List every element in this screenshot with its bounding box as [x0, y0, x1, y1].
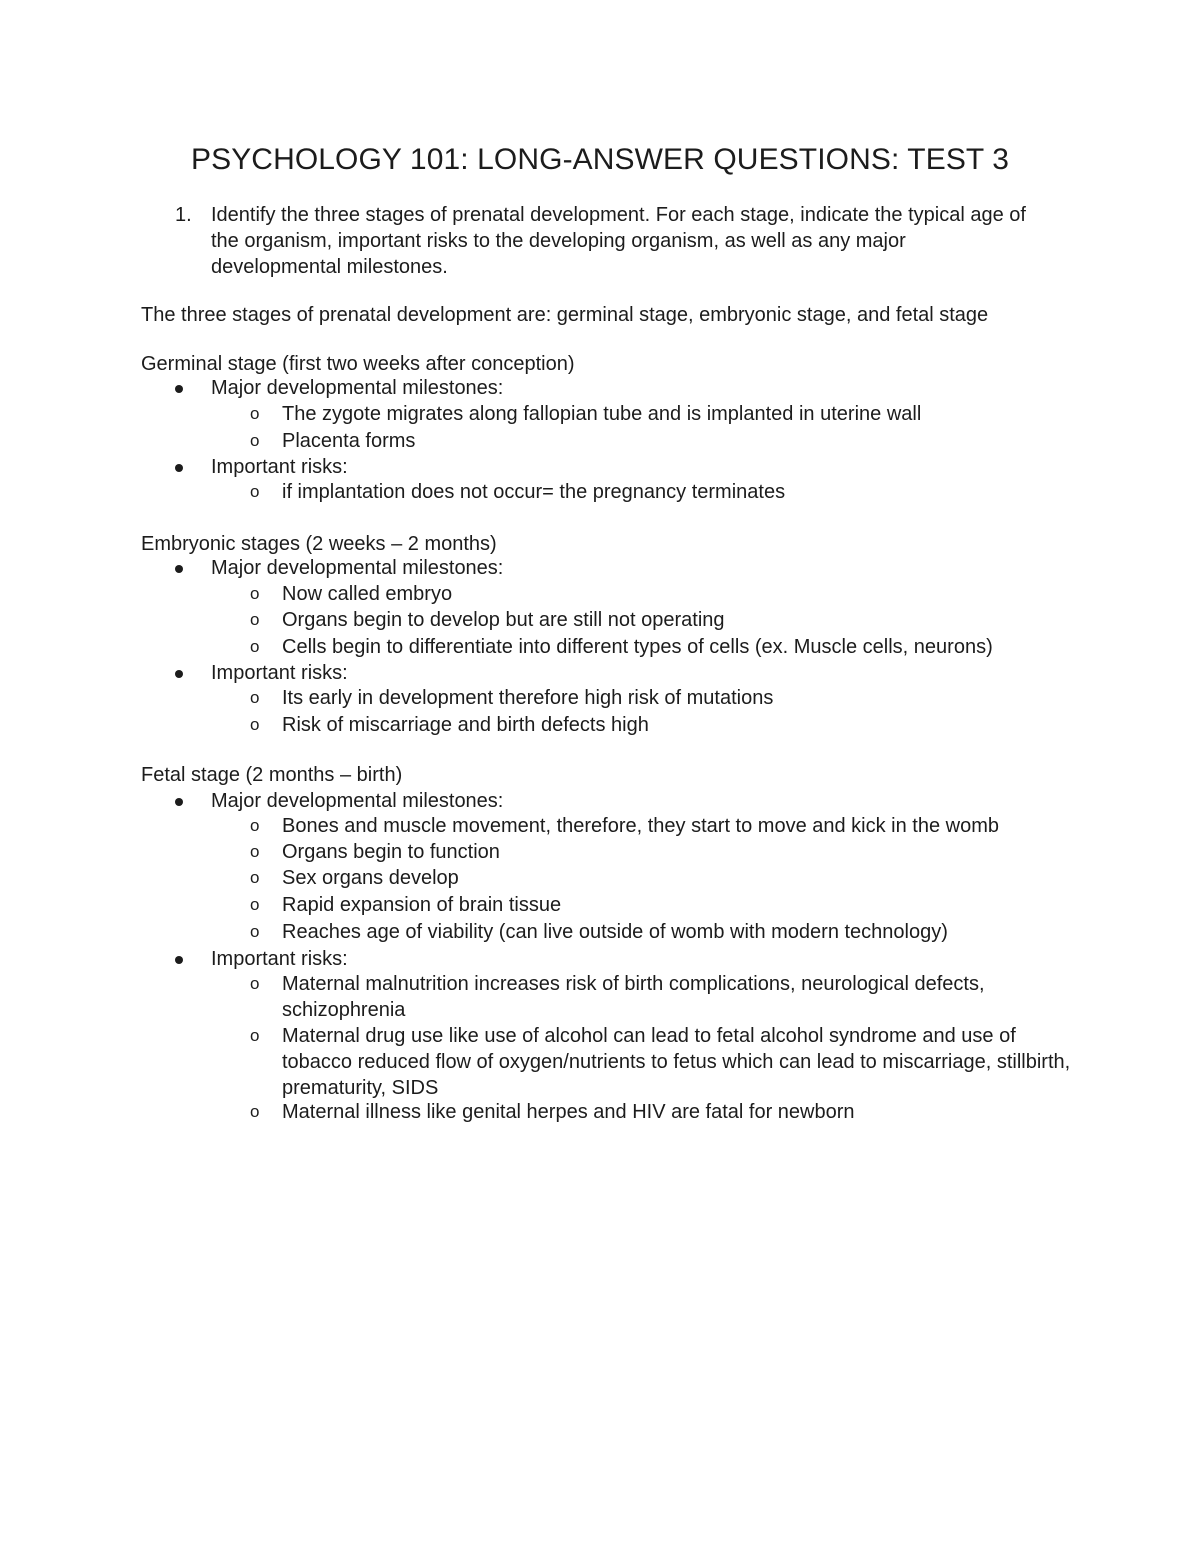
fetal-risks-label: Important risks:	[211, 948, 348, 970]
page-title: PSYCHOLOGY 101: LONG-ANSWER QUESTIONS: TEST 3	[190, 143, 1010, 176]
embryonic-milestone-text: Now called embryo	[282, 583, 453, 605]
embryonic-milestone-text: Organs begin to develop but are still not operating	[282, 609, 725, 631]
sub-bullet-marker: o	[250, 610, 260, 629]
embryonic-heading: Embryonic stages (2 weeks – 2 months)	[141, 533, 497, 555]
fetal-milestone-text: Organs begin to function	[282, 841, 500, 863]
embryonic-milestones-label: Major developmental milestones:	[211, 557, 504, 579]
sub-bullet-marker: o	[250, 404, 260, 423]
sub-bullet-marker: o	[250, 974, 260, 993]
sub-bullet-marker: o	[250, 637, 260, 656]
sub-bullet-marker: o	[250, 1102, 260, 1121]
sub-bullet-marker: o	[250, 431, 260, 450]
question-text: Identify the three stages of prenatal development. For each stage, indicate the typical age of the organism, important risks to the developing organism, as well as any major developmental milestones.	[211, 204, 1026, 278]
germinal-milestones-label: Major developmental milestones:	[211, 377, 504, 399]
bullet-dot	[175, 798, 183, 806]
sub-bullet-marker: o	[250, 482, 260, 501]
fetal-milestone-text: Sex organs develop	[282, 867, 459, 889]
fetal-risk-text: Maternal malnutrition increases risk of birth complications, neurological defects, schizophrenia	[282, 973, 985, 1021]
sub-bullet-marker: o	[250, 715, 260, 734]
embryonic-risk-text: Risk of miscarriage and birth defects high	[282, 714, 649, 736]
bullet-dot	[175, 565, 183, 573]
germinal-risks-label: Important risks:	[211, 456, 348, 478]
sub-bullet-marker: o	[250, 895, 260, 914]
embryonic-milestone-text: Cells begin to differentiate into different types of cells (ex. Muscle cells, neurons)	[282, 636, 993, 658]
sub-bullet-marker: o	[250, 922, 260, 941]
question-1	[175, 202, 1055, 280]
sub-bullet-marker: o	[250, 816, 260, 835]
bullet-dot	[175, 464, 183, 472]
bullet-dot	[175, 385, 183, 393]
fetal-heading: Fetal stage (2 months – birth)	[141, 764, 403, 786]
sub-bullet-marker: o	[250, 584, 260, 603]
sub-bullet-marker: o	[250, 868, 260, 887]
fetal-milestone-text: Reaches age of viability (can live outside of womb with modern technology)	[282, 921, 948, 943]
sub-bullet-marker: o	[250, 1026, 260, 1045]
fetal-milestone-text: Rapid expansion of brain tissue	[282, 894, 562, 916]
fetal-milestone-text: Bones and muscle movement, therefore, they start to move and kick in the womb	[282, 815, 1000, 837]
embryonic-risks-label: Important risks:	[211, 662, 348, 684]
sub-bullet-marker: o	[250, 688, 260, 707]
embryonic-risk-text: Its early in development therefore high risk of mutations	[282, 687, 774, 709]
germinal-risk-text: if implantation does not occur= the pregnancy terminates	[282, 481, 786, 503]
germinal-milestone-text: The zygote migrates along fallopian tube and is implanted in uterine wall	[282, 403, 922, 425]
sub-bullet-marker: o	[250, 842, 260, 861]
fetal-risk-text: Maternal drug use like use of alcohol can lead to fetal alcohol syndrome and use of tobacco reduced flow of oxygen/nutrients to fetus which can lead to miscarriage, stillbirth, prematurity, SIDS	[282, 1025, 1071, 1099]
fetal-milestones-label: Major developmental milestones:	[211, 790, 504, 812]
bullet-dot	[175, 670, 183, 678]
bullet-dot	[175, 956, 183, 964]
question-number: 1.	[175, 204, 192, 226]
germinal-milestone-text: Placenta forms	[282, 430, 416, 452]
fetal-risk-text: Maternal illness like genital herpes and HIV are fatal for newborn	[282, 1101, 855, 1123]
intro-paragraph: The three stages of prenatal development are: germinal stage, embryonic stage, and fetal stage	[141, 304, 989, 326]
germinal-heading: Germinal stage (first two weeks after conception)	[141, 353, 575, 375]
